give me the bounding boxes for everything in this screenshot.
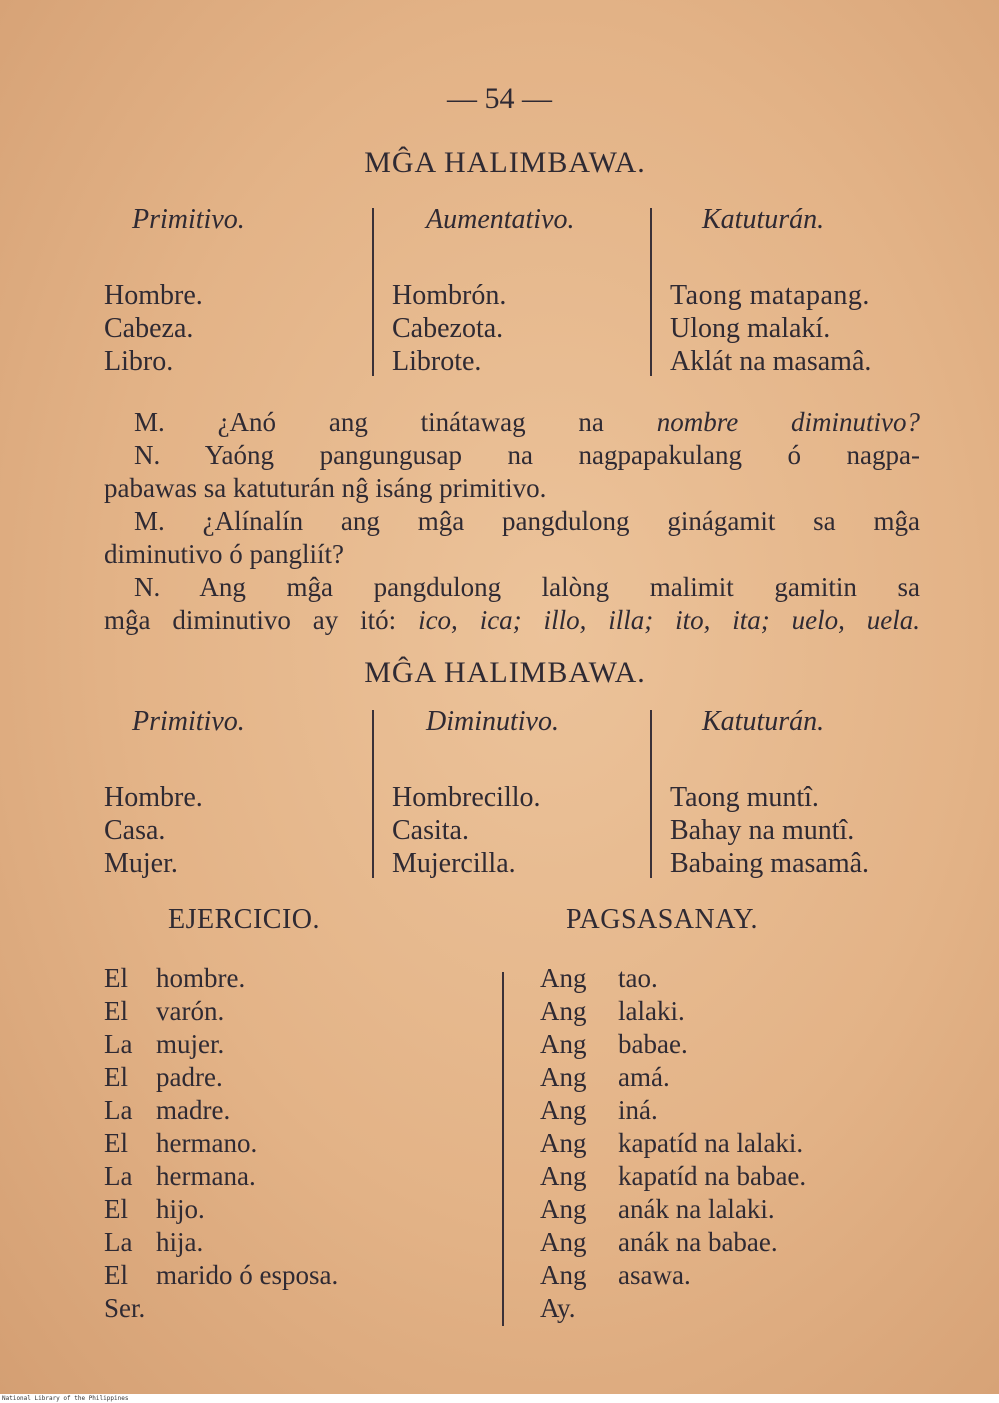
section1-row2-primitivo: Cabeza.	[104, 313, 194, 344]
list-item: La mujer.	[104, 1029, 225, 1059]
section1-divider-right	[650, 208, 652, 376]
exercise-tagalog-list	[540, 962, 806, 1325]
list-item: La madre.	[104, 1095, 231, 1125]
section1-col-aumentativo: Aumentativo.	[426, 204, 575, 235]
list-item: Ang babae.	[540, 1029, 688, 1059]
section2-col-katuturan: Katuturán.	[702, 706, 825, 737]
exercise-divider	[502, 972, 504, 1326]
exercise-heading-pagsasanay: PAGSASANAY.	[566, 904, 759, 935]
list-item: La hija.	[104, 1227, 204, 1257]
list-item: Ay.	[540, 1293, 576, 1323]
section2-row3-diminutivo: Mujercilla.	[392, 848, 516, 879]
list-item: El padre.	[104, 1062, 223, 1092]
section2-row3-primitivo: Mujer.	[104, 848, 178, 879]
list-item: Ang anák na lalaki.	[540, 1194, 775, 1224]
list-item: Ang anák na babae.	[540, 1227, 778, 1257]
section2-heading: MĜA HALIMBAWA.	[364, 656, 646, 689]
list-item: Ang amá.	[540, 1062, 670, 1092]
section1-col-primitivo: Primitivo.	[132, 204, 245, 235]
list-item: Ser.	[104, 1293, 146, 1323]
footer-credit: National Library of the Philippines	[2, 1395, 129, 1402]
section2-row3-katuturan: Babaing masamâ.	[670, 848, 870, 879]
list-item: Ang tao.	[540, 963, 658, 993]
section2-col-primitivo: Primitivo.	[132, 706, 245, 737]
section1-row1-katuturan: Taong matapang.	[670, 280, 870, 311]
list-item: Ang kapatíd na babae.	[540, 1161, 807, 1191]
question-1: M. ¿Anó ang tinátawag na nombre diminutivo?	[134, 407, 920, 437]
list-item: Ang iná.	[540, 1095, 658, 1125]
section1-col-katuturan: Katuturán.	[702, 204, 825, 235]
question-2-line2: diminutivo ó pangliít?	[104, 539, 344, 569]
section2-row1-diminutivo: Hombrecillo.	[392, 782, 541, 813]
list-item: Ang kapatíd na lalaki.	[540, 1128, 804, 1158]
answer-2-line1: N. Ang mĝa pangdulong lalòng malimit gamitin sa	[134, 572, 920, 602]
section1-row1-primitivo: Hombre.	[104, 280, 203, 311]
section1-divider-left	[372, 208, 374, 376]
section2-col-diminutivo: Diminutivo.	[426, 706, 559, 737]
list-item: El hombre.	[104, 963, 246, 993]
section1-row2-aumentativo: Cabezota.	[392, 313, 504, 344]
section2-divider-right	[650, 710, 652, 878]
section2-row1-katuturan: Taong muntî.	[670, 782, 819, 813]
list-item: Ang lalaki.	[540, 996, 685, 1026]
list-item: La hermana.	[104, 1161, 256, 1191]
section2-row2-diminutivo: Casita.	[392, 815, 469, 846]
section1-row3-primitivo: Libro.	[104, 346, 174, 377]
answer-2-line2: mĝa diminutivo ay itó: ico, ica; illo, illa; ito, ita; uelo, uela.	[104, 605, 920, 635]
qa-block	[104, 406, 920, 637]
list-item: Ang asawa.	[540, 1260, 691, 1290]
question-2-line1: M. ¿Alínalín ang mĝa pangdulong ginágamit sa mĝa	[134, 506, 920, 536]
answer-1-line2: pabawas sa katuturán nĝ isáng primitivo.	[104, 473, 547, 503]
list-item: El hijo.	[104, 1194, 205, 1224]
list-item: El marido ó esposa.	[104, 1260, 339, 1290]
section2-divider-left	[372, 710, 374, 878]
footer-strip	[0, 1394, 999, 1403]
list-item: El varón.	[104, 996, 225, 1026]
answer-1-line1: N. Yaóng pangungusap na nagpapakulang ó nagpa-	[134, 440, 920, 470]
list-item: El hermano.	[104, 1128, 258, 1158]
exercise-heading-ejercicio: EJERCICIO.	[168, 904, 320, 935]
exercise-spanish-list	[104, 962, 338, 1325]
section1-heading: MĜA HALIMBAWA.	[364, 146, 646, 179]
section1-row2-katuturan: Ulong malakí.	[670, 313, 831, 344]
section1-row1-aumentativo: Hombrón.	[392, 280, 507, 311]
section2-row1-primitivo: Hombre.	[104, 782, 203, 813]
page-number: — 54 —	[447, 82, 552, 115]
section2-row2-primitivo: Casa.	[104, 815, 166, 846]
section1-row3-katuturan: Aklát na masamâ.	[670, 346, 872, 377]
section1-row3-aumentativo: Librote.	[392, 346, 482, 377]
section2-row2-katuturan: Bahay na muntî.	[670, 815, 855, 846]
